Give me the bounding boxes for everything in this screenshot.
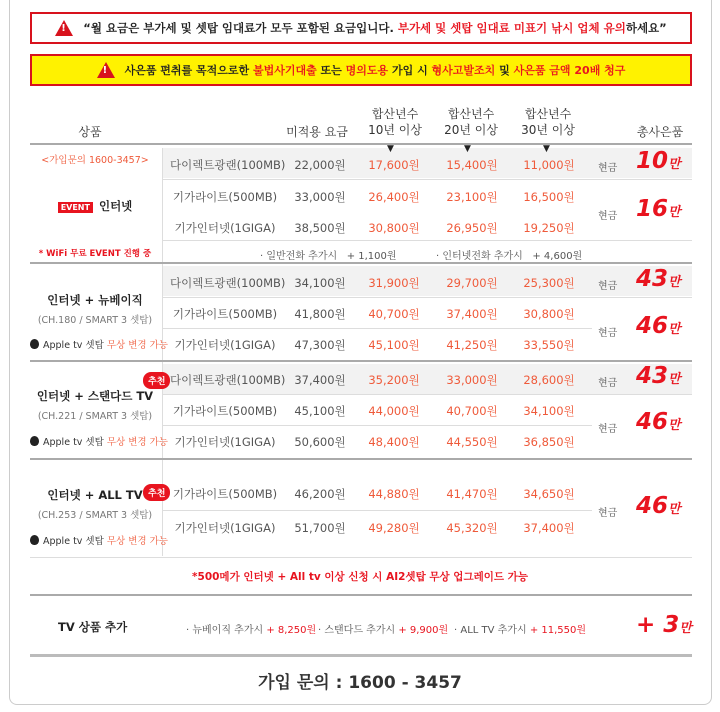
fraud-warning-text: 사은품 편취를 목적으로한 불법사기대출 또는 명의도용 가입 시 형사고발조치 및 사은품 금액 20배 청구 — [124, 64, 626, 77]
base-fee: 34,100원 — [294, 276, 346, 290]
recommend-badge: 추천 — [143, 372, 170, 389]
standard-addon: · 스탠다드 추가시 + 9,900원 — [318, 625, 449, 636]
gift-amount: 46만 — [636, 313, 681, 339]
gift-amount: 43만 — [636, 266, 681, 292]
group-divider — [30, 262, 692, 264]
gift-amount: + 3만 — [636, 612, 692, 638]
group-divider — [30, 654, 692, 657]
event-badge: EVENT — [58, 202, 93, 213]
fee-20y: 40,700원 — [446, 404, 498, 418]
header-20y: 합산년수 20년 이상 — [444, 107, 498, 137]
apple-tv-note: Apple tv 셋탑 무상 변경 가능 — [30, 434, 168, 448]
plan-newbasic: 인터넷 + 뉴베이직 (CH.180 / SMART 3 셋탑) — [37, 293, 153, 326]
header-unused-fee: 미적용 요금 — [286, 125, 348, 139]
base-fee: 41,800원 — [294, 307, 346, 321]
cash-label: 현금 — [598, 508, 618, 519]
newbasic-addon: · 뉴베이직 추가시 + 8,250원 — [186, 625, 317, 636]
header-30y: 합산년수 30년 이상 — [521, 107, 575, 137]
fee-10y: 30,800원 — [368, 221, 420, 235]
fee-10y: 40,700원 — [368, 307, 420, 321]
fee-30y: 28,600원 — [523, 373, 575, 387]
tv-add-label: TV 상품 추가 — [58, 620, 128, 634]
warning-icon: ! — [55, 20, 73, 36]
fee-30y: 19,250원 — [523, 221, 575, 235]
cash-label: 현금 — [598, 211, 618, 222]
fee-10y: 26,400원 — [368, 190, 420, 204]
plan-row-label: 기가인터넷(1GIGA) — [174, 338, 276, 352]
cash-label: 현금 — [598, 281, 618, 292]
gift-amount: 46만 — [636, 493, 681, 519]
fee-30y: 16,500원 — [523, 190, 575, 204]
base-fee: 38,500원 — [294, 221, 346, 235]
divider — [162, 179, 692, 180]
wifi-event-note: * WiFi 무료 EVENT 진행 중 — [38, 249, 152, 259]
plan-internet: EVENT 인터넷 — [30, 198, 160, 214]
fee-30y: 11,000원 — [523, 158, 575, 172]
fee-10y: 44,880원 — [368, 487, 420, 501]
divider — [162, 297, 692, 298]
plan-row-label: 다이렉트광랜(100MB) — [170, 158, 286, 172]
base-fee: 22,000원 — [294, 158, 346, 172]
fee-20y: 15,400원 — [446, 158, 498, 172]
fee-10y: 49,280원 — [368, 521, 420, 535]
base-fee: 50,600원 — [294, 435, 346, 449]
warning-icon: ! — [97, 62, 115, 78]
gift-amount: 46만 — [636, 409, 681, 435]
fee-20y: 45,320원 — [446, 521, 498, 535]
fee-20y: 23,100원 — [446, 190, 498, 204]
alltv-addon: · ALL TV 추가시 + 11,550원 — [454, 625, 587, 636]
group-divider — [30, 360, 692, 362]
fee-20y: 33,000원 — [446, 373, 498, 387]
inquiry-link[interactable]: <가입문의 1600-3457> — [41, 155, 149, 166]
header-product: 상품 — [78, 125, 102, 139]
base-fee: 51,700원 — [294, 521, 346, 535]
plan-row-label: 기가라이트(500MB) — [172, 487, 278, 501]
cash-label: 현금 — [598, 163, 618, 174]
header-divider — [30, 143, 692, 145]
fee-20y: 41,250원 — [446, 338, 498, 352]
phone-addon: · 일반전화 추가시 + 1,100원 — [260, 251, 397, 262]
arrow-down-icon: ▼ — [387, 144, 394, 154]
apple-tv-note: Apple tv 셋탑 무상 변경 가능 — [30, 337, 168, 351]
recommend-badge: 추천 — [143, 484, 170, 501]
arrow-down-icon: ▼ — [543, 144, 550, 154]
fee-30y: 33,550원 — [523, 338, 575, 352]
base-fee: 33,000원 — [294, 190, 346, 204]
base-fee: 37,400원 — [294, 373, 346, 387]
apple-tv-note: Apple tv 셋탑 무상 변경 가능 — [30, 533, 168, 547]
cash-label: 현금 — [598, 378, 618, 389]
group-divider — [30, 458, 692, 460]
fee-30y: 37,400원 — [523, 521, 575, 535]
fee-30y: 36,850원 — [523, 435, 575, 449]
fee-20y: 26,950원 — [446, 221, 498, 235]
plan-row-label: 기가인터넷(1GIGA) — [174, 221, 276, 235]
fee-10y: 45,100원 — [368, 338, 420, 352]
footer-inquiry: 가입 문의 : 1600 - 3457 — [258, 673, 462, 693]
header-10y: 합산년수 10년 이상 — [368, 107, 422, 137]
arrow-down-icon: ▼ — [464, 144, 471, 154]
divider — [162, 240, 692, 241]
plan-standard: 인터넷 + 스탠다드 TV (CH.221 / SMART 3 셋탑) — [36, 389, 154, 422]
divider — [162, 328, 592, 329]
fee-20y: 41,470원 — [446, 487, 498, 501]
divider — [162, 148, 163, 262]
base-fee: 46,200원 — [294, 487, 346, 501]
cash-label: 현금 — [598, 328, 618, 339]
fee-10y: 35,200원 — [368, 373, 420, 387]
apple-icon — [30, 339, 39, 349]
header-gift: 총사은품 — [636, 125, 684, 139]
fee-20y: 29,700원 — [446, 276, 498, 290]
voip-addon: · 인터넷전화 추가시 + 4,600원 — [436, 251, 583, 262]
plan-alltv: 인터넷 + ALL TV (CH.253 / SMART 3 셋탑) — [37, 488, 153, 521]
apple-icon — [30, 535, 39, 545]
notice-text: “월 요금은 부가세 및 셋탑 임대료가 모두 포함된 요금입니다. 부가세 및 셋탑 임대료 미표기 낚시 업체 유의하세요” — [83, 21, 667, 35]
fee-10y: 44,000원 — [368, 404, 420, 418]
fee-30y: 25,300원 — [523, 276, 575, 290]
group-divider — [30, 594, 692, 596]
divider — [162, 394, 692, 395]
upgrade-note: *500메가 인터넷 + All tv 이상 신청 시 AI2셋탑 무상 업그레이드 가능 — [192, 571, 528, 583]
base-fee: 45,100원 — [294, 404, 346, 418]
fee-30y: 34,650원 — [523, 487, 575, 501]
fee-20y: 37,400원 — [446, 307, 498, 321]
divider — [162, 510, 592, 511]
fee-20y: 44,550원 — [446, 435, 498, 449]
apple-icon — [30, 436, 39, 446]
divider — [30, 557, 692, 558]
fee-30y: 30,800원 — [523, 307, 575, 321]
plan-row-label: 다이렉트광랜(100MB) — [170, 276, 286, 290]
plan-row-label: 기가인터넷(1GIGA) — [174, 435, 276, 449]
fee-10y: 17,600원 — [368, 158, 420, 172]
fee-10y: 48,400원 — [368, 435, 420, 449]
gift-amount: 10만 — [636, 148, 681, 174]
divider — [162, 425, 592, 426]
fee-10y: 31,900원 — [368, 276, 420, 290]
base-fee: 47,300원 — [294, 338, 346, 352]
plan-row-label: 기가인터넷(1GIGA) — [174, 521, 276, 535]
plan-row-label: 기가라이트(500MB) — [172, 190, 278, 204]
cash-label: 현금 — [598, 424, 618, 435]
plan-row-label: 다이렉트광랜(100MB) — [170, 373, 286, 387]
gift-amount: 16만 — [636, 196, 681, 222]
plan-row-label: 기가라이트(500MB) — [172, 307, 278, 321]
fee-30y: 34,100원 — [523, 404, 575, 418]
gift-amount: 43만 — [636, 363, 681, 389]
plan-row-label: 기가라이트(500MB) — [172, 404, 278, 418]
